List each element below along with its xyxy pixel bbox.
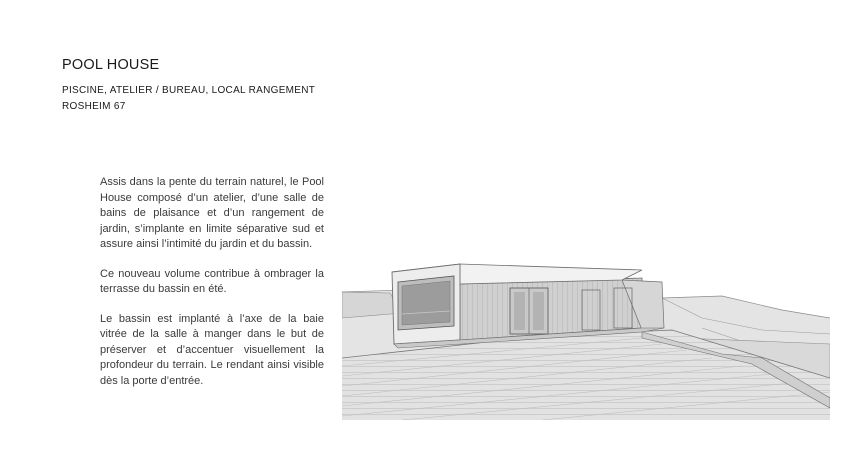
description-paragraph-1: Assis dans la pente du terrain naturel, le Pool House composé d’un atelier, d’une salle de bains de plaisance et d’un rangement de jardin, s’implante en limite séparative sud et assure ainsi l’intimité du jardin et du bassin. [100, 176, 324, 250]
project-description [100, 175, 324, 403]
pool-house-sketch-render [342, 258, 830, 420]
project-header [62, 57, 315, 115]
description-paragraph-2: Ce nouveau volume contribue à ombrager la terrasse du bassin en été. [100, 267, 324, 295]
description-paragraph-3: Le bassin est implanté à l’axe de la baie vitrée de la salle à manger dans le but de préserver et d’accentuer visuellement la profondeur du terrain. Le rendant ainsi visible dès la porte d’entrée. [100, 312, 324, 387]
project-program: PISCINE, ATELIER / BUREAU, LOCAL RANGEMENT [62, 85, 316, 96]
project-location: ROSHEIM 67 [62, 101, 126, 112]
render-drawing [342, 258, 830, 420]
project-title: POOL HOUSE [62, 57, 160, 73]
